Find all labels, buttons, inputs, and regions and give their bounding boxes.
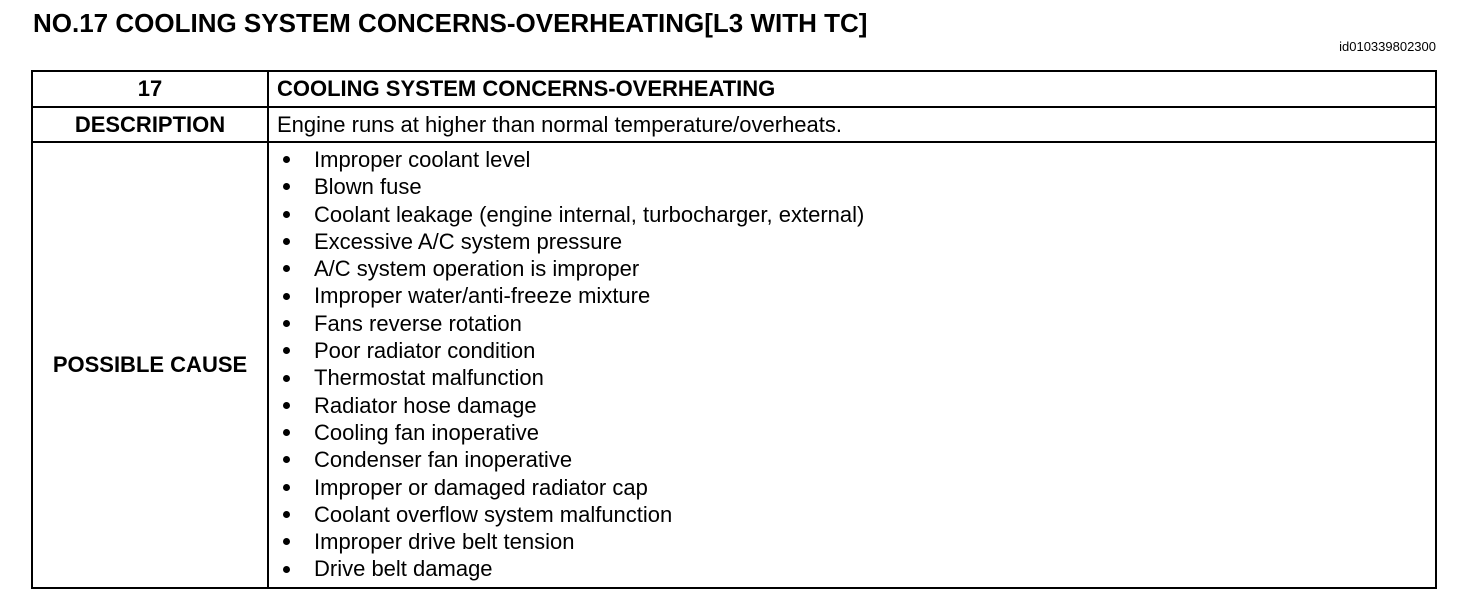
bullet-icon xyxy=(283,456,290,463)
bullet-icon xyxy=(283,566,290,573)
list-item xyxy=(283,446,1435,473)
possible-cause-text: Improper water/anti-freeze mixture xyxy=(314,283,651,309)
bullet-icon xyxy=(283,183,290,190)
possible-cause-text: Drive belt damage xyxy=(314,556,493,582)
possible-cause-text: Fans reverse rotation xyxy=(314,310,522,336)
list-item xyxy=(283,555,1435,582)
bullet-icon xyxy=(283,156,290,163)
list-item xyxy=(283,228,1435,255)
possible-cause-text: Coolant overflow system malfunction xyxy=(314,501,673,527)
possible-cause-text: Poor radiator condition xyxy=(314,338,536,364)
bullet-icon xyxy=(283,293,290,300)
bullet-icon xyxy=(283,538,290,545)
diagnostic-table xyxy=(31,70,1437,589)
list-item xyxy=(283,364,1435,391)
bullet-icon xyxy=(283,375,290,382)
description-label: DESCRIPTION xyxy=(32,107,268,142)
list-item xyxy=(283,282,1435,309)
possible-cause-text: A/C system operation is improper xyxy=(314,256,640,282)
possible-cause-text: Radiator hose damage xyxy=(314,392,537,418)
list-item xyxy=(283,392,1435,419)
bullet-icon xyxy=(283,265,290,272)
table-header-row xyxy=(32,71,1436,107)
bullet-icon xyxy=(283,429,290,436)
list-item xyxy=(283,201,1435,228)
possible-cause-text: Condenser fan inoperative xyxy=(314,447,573,473)
list-item xyxy=(283,528,1435,555)
possible-cause-row xyxy=(32,142,1436,588)
troubleshooting-heading: COOLING SYSTEM CONCERNS-OVERHEATING xyxy=(268,71,1436,107)
possible-cause-text: Cooling fan inoperative xyxy=(314,419,540,445)
description-text: Engine runs at higher than normal temperature/overheats. xyxy=(268,107,1436,142)
description-row xyxy=(32,107,1436,142)
bullet-icon xyxy=(283,402,290,409)
possible-cause-text: Improper coolant level xyxy=(314,147,531,172)
possible-cause-text: Excessive A/C system pressure xyxy=(314,228,623,254)
bullet-icon xyxy=(283,511,290,518)
list-item xyxy=(283,255,1435,282)
possible-cause-cell xyxy=(268,142,1436,588)
list-item xyxy=(283,474,1435,501)
possible-cause-text: Improper drive belt tension xyxy=(314,529,575,555)
bullet-icon xyxy=(283,238,290,245)
possible-cause-text: Thermostat malfunction xyxy=(314,365,544,391)
troubleshooting-number: 17 xyxy=(32,71,268,107)
possible-cause-text: Coolant leakage (engine internal, turbocharger, external) xyxy=(314,201,865,227)
document-id: id010339802300 xyxy=(1339,39,1436,54)
bullet-icon xyxy=(283,347,290,354)
list-item xyxy=(283,501,1435,528)
list-item xyxy=(283,419,1435,446)
list-item xyxy=(283,310,1435,337)
bullet-icon xyxy=(283,211,290,218)
possible-cause-text: Blown fuse xyxy=(314,174,422,200)
possible-cause-label: POSSIBLE CAUSE xyxy=(32,142,268,588)
bullet-icon xyxy=(283,320,290,327)
page-title: NO.17 COOLING SYSTEM CONCERNS-OVERHEATING[L3 WITH TC] xyxy=(33,8,868,38)
list-item xyxy=(283,173,1435,200)
bullet-icon xyxy=(283,484,290,491)
possible-cause-text: Improper or damaged radiator cap xyxy=(314,474,648,500)
list-item xyxy=(283,337,1435,364)
possible-cause-list xyxy=(269,143,1435,587)
list-item xyxy=(283,146,1435,173)
